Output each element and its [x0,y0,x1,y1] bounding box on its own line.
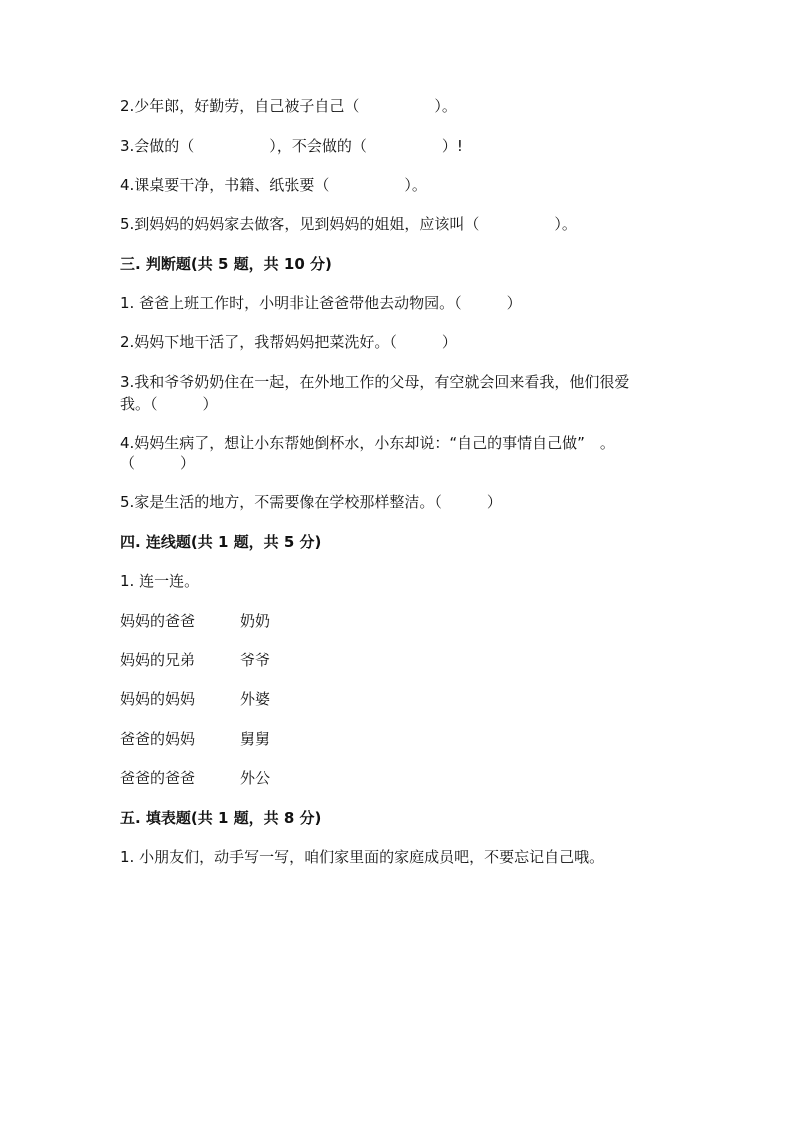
table-fill-question-1: 1. 小朋友们，动手写一写，咱们家里面的家庭成员吧，不要忘记自己哦。 [120,848,605,866]
judge-question-4-line-1: 4.妈妈生病了，想让小东帮她倒杯水，小东却说：“自己的事情自己做” 。 [120,434,615,452]
match-left-item: 妈妈的兄弟 [120,651,196,669]
judge-question-3-line-1: 3.我和爷爷奶奶住在一起，在外地工作的父母，有空就会回来看我，他们很爱 [120,373,630,391]
matching-section-heading: 四. 连线题(共 1 题，共 5 分) [120,533,322,551]
match-right-item: 外婆 [240,690,271,708]
judge-section-heading: 三. 判断题(共 5 题，共 10 分) [120,255,332,273]
match-left-item: 妈妈的妈妈 [120,690,196,708]
matching-question-1: 1. 连一连。 [120,572,200,590]
match-right-item: 爷爷 [240,651,271,669]
fill-question-5: 5.到妈妈的妈妈家去做客，见到妈妈的姐姐，应该叫（ ）。 [120,215,577,233]
table-fill-section-heading: 五. 填表题(共 1 题，共 8 分) [120,809,322,827]
match-right-item: 外公 [240,769,271,787]
judge-question-1: 1. 爸爸上班工作时，小明非让爸爸带他去动物园。（ ） [120,294,522,312]
judge-question-4-line-2: （ ） [120,454,196,472]
fill-question-2: 2.少年郎，好勤劳，自己被子自己（ ）。 [120,97,457,115]
match-right-item: 舅舅 [240,730,271,748]
fill-question-3: 3.会做的（ ），不会做的（ ）! [120,137,463,155]
match-left-item: 爸爸的爸爸 [120,769,196,787]
match-right-item: 奶奶 [240,612,271,630]
fill-question-4: 4.课桌要干净，书籍、纸张要（ ）。 [120,176,427,194]
judge-question-3-line-2: 我。（ ） [120,395,218,413]
match-left-item: 妈妈的爸爸 [120,612,196,630]
match-left-item: 爸爸的妈妈 [120,730,196,748]
judge-question-2: 2.妈妈下地干活了，我帮妈妈把菜洗好。（ ） [120,333,457,351]
judge-question-5: 5.家是生活的地方，不需要像在学校那样整洁。（ ） [120,493,502,511]
